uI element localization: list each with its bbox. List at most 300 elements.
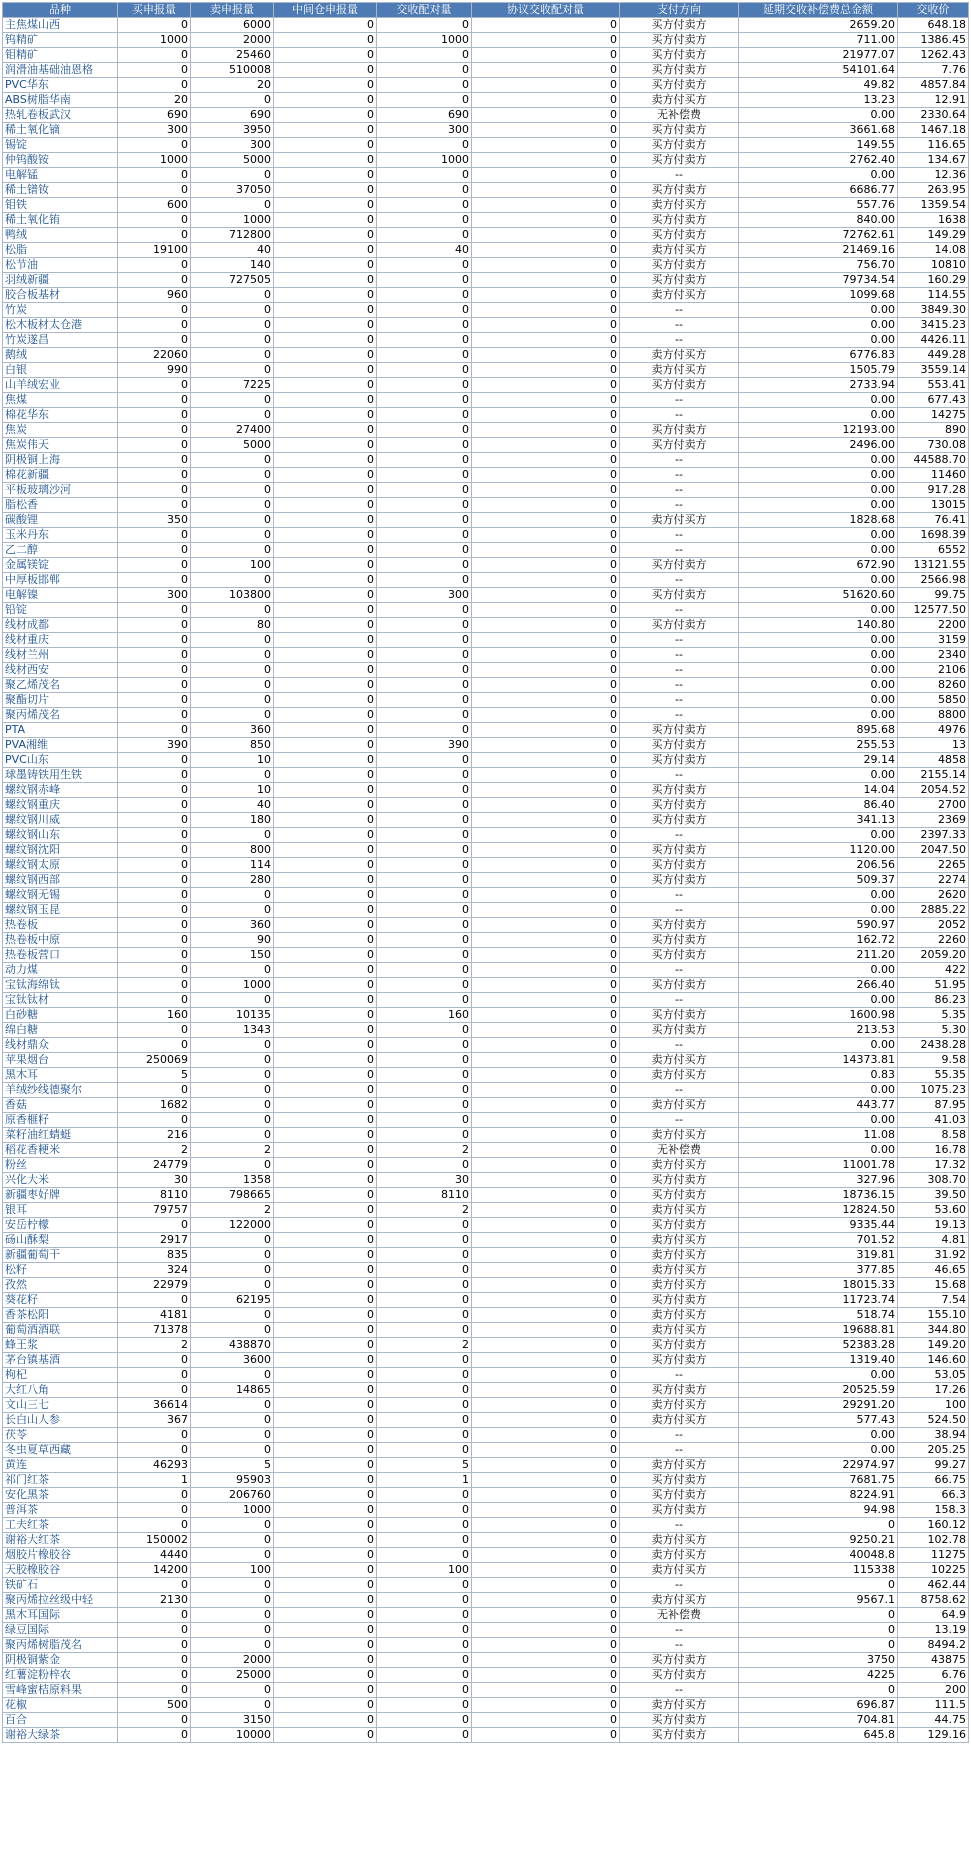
table-row — [3, 1713, 969, 1728]
product-name-cell[interactable]: 天胶橡胶谷 — [3, 1563, 118, 1578]
product-name-cell[interactable]: 螺纹钢太原 — [3, 858, 118, 873]
matched-qty-cell: 0 — [377, 1113, 472, 1128]
product-name-cell[interactable]: 脂松香 — [3, 498, 118, 513]
agreement-matched-qty-cell: 0 — [472, 993, 620, 1008]
buy-qty-cell: 0 — [118, 453, 191, 468]
sell-qty-cell: 122000 — [191, 1218, 274, 1233]
agreement-matched-qty-cell: 0 — [472, 528, 620, 543]
table-row — [3, 573, 969, 588]
settlement-price-cell: 2059.20 — [898, 948, 969, 963]
sell-qty-cell: 0 — [191, 483, 274, 498]
product-name-cell[interactable]: 玉米丹东 — [3, 528, 118, 543]
payment-direction-cell: 买方付卖方 — [620, 798, 739, 813]
product-name-cell[interactable]: 碳酸锂 — [3, 513, 118, 528]
product-name-cell[interactable]: 螺纹钢无锡 — [3, 888, 118, 903]
deferred-fee-cell: 4225 — [739, 1668, 898, 1683]
column-header[interactable]: 中间仓申报量 — [274, 3, 377, 18]
matched-qty-cell: 0 — [377, 168, 472, 183]
product-name-cell[interactable]: 线材西安 — [3, 663, 118, 678]
product-name-cell[interactable]: 蜂王浆 — [3, 1338, 118, 1353]
product-name-cell[interactable]: 润滑油基础油恩格 — [3, 63, 118, 78]
settlement-price-cell: 9.58 — [898, 1053, 969, 1068]
settlement-price-cell: 13015 — [898, 498, 969, 513]
deferred-fee-cell: 0.00 — [739, 648, 898, 663]
payment-direction-cell: 卖方付买方 — [620, 1098, 739, 1113]
sell-qty-cell: 25000 — [191, 1668, 274, 1683]
product-name-cell[interactable]: 茯苓 — [3, 1428, 118, 1443]
payment-direction-cell: 买方付卖方 — [620, 33, 739, 48]
intermediate-qty-cell: 0 — [274, 1383, 377, 1398]
product-name-cell[interactable]: 宝钛海绵钛 — [3, 978, 118, 993]
product-name-cell[interactable]: 文山三七 — [3, 1398, 118, 1413]
product-name-cell[interactable]: 螺纹钢玉昆 — [3, 903, 118, 918]
deferred-fee-cell: 377.85 — [739, 1263, 898, 1278]
product-name-cell[interactable]: 聚丙烯茂名 — [3, 708, 118, 723]
intermediate-qty-cell: 0 — [274, 1653, 377, 1668]
product-name-cell[interactable]: 新疆枣好牌 — [3, 1188, 118, 1203]
product-name-cell[interactable]: 绵白糖 — [3, 1023, 118, 1038]
product-name-cell[interactable]: 鹅绒 — [3, 348, 118, 363]
agreement-matched-qty-cell: 0 — [472, 33, 620, 48]
buy-qty-cell: 0 — [118, 138, 191, 153]
agreement-matched-qty-cell: 0 — [472, 483, 620, 498]
column-header[interactable]: 支付方向 — [620, 3, 739, 18]
deferred-fee-cell: 54101.64 — [739, 63, 898, 78]
agreement-matched-qty-cell: 0 — [472, 1443, 620, 1458]
deferred-fee-cell: 6776.83 — [739, 348, 898, 363]
product-name-cell[interactable]: 稀土氧化镝 — [3, 123, 118, 138]
product-name-cell[interactable]: 雪峰蜜桔原料果 — [3, 1683, 118, 1698]
sell-qty-cell: 0 — [191, 963, 274, 978]
table-row — [3, 153, 969, 168]
product-name-cell[interactable]: 螺纹钢赤峰 — [3, 783, 118, 798]
product-name-cell[interactable]: 热卷板 — [3, 918, 118, 933]
product-name-cell[interactable]: 阴极铜紫金 — [3, 1653, 118, 1668]
product-name-cell[interactable]: 钨精矿 — [3, 33, 118, 48]
product-name-cell[interactable]: 松籽 — [3, 1263, 118, 1278]
matched-qty-cell: 0 — [377, 1278, 472, 1293]
deferred-fee-cell: 0.00 — [739, 498, 898, 513]
settlement-price-cell: 99.75 — [898, 588, 969, 603]
intermediate-qty-cell: 0 — [274, 498, 377, 513]
payment-direction-cell: 买方付卖方 — [620, 1293, 739, 1308]
product-name-cell[interactable]: 黑木耳 — [3, 1068, 118, 1083]
payment-direction-cell: 买方付卖方 — [620, 18, 739, 33]
product-name-cell[interactable]: 铁矿石 — [3, 1578, 118, 1593]
buy-qty-cell: 0 — [118, 558, 191, 573]
payment-direction-cell: 卖方付买方 — [620, 243, 739, 258]
product-name-cell[interactable]: 仲钨酸铵 — [3, 153, 118, 168]
sell-qty-cell: 2000 — [191, 33, 274, 48]
product-name-cell[interactable]: 钼铁 — [3, 198, 118, 213]
buy-qty-cell: 0 — [118, 1218, 191, 1233]
product-name-cell[interactable]: 螺纹钢西部 — [3, 873, 118, 888]
agreement-matched-qty-cell: 0 — [472, 693, 620, 708]
column-header[interactable]: 交收价 — [898, 3, 969, 18]
table-row — [3, 1608, 969, 1623]
intermediate-qty-cell: 0 — [274, 618, 377, 633]
product-name-cell[interactable]: 祁门红茶 — [3, 1473, 118, 1488]
product-name-cell[interactable]: 山羊绒宏业 — [3, 378, 118, 393]
deferred-fee-cell: 443.77 — [739, 1098, 898, 1113]
matched-qty-cell: 0 — [377, 333, 472, 348]
product-name-cell[interactable]: 金属镁锭 — [3, 558, 118, 573]
product-name-cell[interactable]: 线材兰州 — [3, 648, 118, 663]
product-name-cell[interactable]: 粉丝 — [3, 1158, 118, 1173]
buy-qty-cell: 0 — [118, 1713, 191, 1728]
product-name-cell[interactable]: 钼精矿 — [3, 48, 118, 63]
table-row — [3, 108, 969, 123]
product-name-cell[interactable]: 长白山人参 — [3, 1413, 118, 1428]
product-name-cell[interactable]: PTA — [3, 723, 118, 738]
settlement-price-cell: 53.05 — [898, 1368, 969, 1383]
sell-qty-cell: 360 — [191, 723, 274, 738]
product-name-cell[interactable]: 平板玻璃沙河 — [3, 483, 118, 498]
product-name-cell[interactable]: 热轧卷板武汉 — [3, 108, 118, 123]
product-name-cell[interactable]: 棉花华东 — [3, 408, 118, 423]
sell-qty-cell: 25460 — [191, 48, 274, 63]
product-name-cell[interactable]: 香茶松阳 — [3, 1308, 118, 1323]
matched-qty-cell: 1000 — [377, 33, 472, 48]
product-name-cell[interactable]: PVC华东 — [3, 78, 118, 93]
sell-qty-cell: 0 — [191, 888, 274, 903]
intermediate-qty-cell: 0 — [274, 1668, 377, 1683]
matched-qty-cell: 0 — [377, 303, 472, 318]
buy-qty-cell: 0 — [118, 1638, 191, 1653]
payment-direction-cell: 买方付卖方 — [620, 948, 739, 963]
settlement-price-cell: 3559.14 — [898, 363, 969, 378]
matched-qty-cell: 0 — [377, 843, 472, 858]
product-name-cell[interactable]: 普洱茶 — [3, 1503, 118, 1518]
sell-qty-cell: 0 — [191, 1518, 274, 1533]
sell-qty-cell: 0 — [191, 1578, 274, 1593]
deferred-fee-cell: 0 — [739, 1608, 898, 1623]
product-name-cell[interactable]: 焦煤 — [3, 393, 118, 408]
table-row — [3, 963, 969, 978]
settlement-price-cell: 8260 — [898, 678, 969, 693]
product-name-cell[interactable]: PVA湘维 — [3, 738, 118, 753]
deferred-fee-cell: 711.00 — [739, 33, 898, 48]
agreement-matched-qty-cell: 0 — [472, 1698, 620, 1713]
product-name-cell[interactable]: 线材鼎众 — [3, 1038, 118, 1053]
product-name-cell[interactable]: 砀山酥梨 — [3, 1233, 118, 1248]
settlement-price-cell: 2700 — [898, 798, 969, 813]
payment-direction-cell: -- — [620, 903, 739, 918]
matched-qty-cell: 0 — [377, 423, 472, 438]
matched-qty-cell: 0 — [377, 573, 472, 588]
matched-qty-cell: 0 — [377, 1548, 472, 1563]
settlement-price-cell: 1698.39 — [898, 528, 969, 543]
deferred-fee-cell: 0.00 — [739, 1038, 898, 1053]
product-name-cell[interactable]: 聚酯切片 — [3, 693, 118, 708]
buy-qty-cell: 0 — [118, 648, 191, 663]
buy-qty-cell: 0 — [118, 18, 191, 33]
deferred-fee-cell: 0.00 — [739, 1083, 898, 1098]
column-header[interactable]: 品种 — [3, 3, 118, 18]
product-name-cell[interactable]: 茅台镇基酒 — [3, 1353, 118, 1368]
matched-qty-cell: 0 — [377, 18, 472, 33]
agreement-matched-qty-cell: 0 — [472, 138, 620, 153]
column-header[interactable]: 买申报量 — [118, 3, 191, 18]
deferred-fee-cell: 0.00 — [739, 828, 898, 843]
buy-qty-cell: 0 — [118, 1623, 191, 1638]
table-row — [3, 498, 969, 513]
product-name-cell[interactable]: 聚丙烯拉丝级中轻 — [3, 1593, 118, 1608]
sell-qty-cell: 0 — [191, 198, 274, 213]
product-name-cell[interactable]: 白砂糖 — [3, 1008, 118, 1023]
product-name-cell[interactable]: 红薯淀粉梓农 — [3, 1668, 118, 1683]
sell-qty-cell: 0 — [191, 408, 274, 423]
matched-qty-cell: 0 — [377, 1353, 472, 1368]
buy-qty-cell: 0 — [118, 1608, 191, 1623]
matched-qty-cell: 0 — [377, 48, 472, 63]
product-name-cell[interactable]: 焦炭 — [3, 423, 118, 438]
settlement-price-cell: 86.23 — [898, 993, 969, 1008]
payment-direction-cell: -- — [620, 1038, 739, 1053]
buy-qty-cell: 0 — [118, 408, 191, 423]
matched-qty-cell: 0 — [377, 768, 472, 783]
column-header[interactable]: 延期交收补偿费总金额 — [739, 3, 898, 18]
buy-qty-cell: 0 — [118, 828, 191, 843]
matched-qty-cell: 0 — [377, 1638, 472, 1653]
buy-qty-cell: 0 — [118, 873, 191, 888]
product-name-cell[interactable]: 苹果烟台 — [3, 1053, 118, 1068]
product-name-cell[interactable]: 螺纹钢川威 — [3, 813, 118, 828]
product-name-cell[interactable]: 竹炭 — [3, 303, 118, 318]
product-name-cell[interactable]: 葵花籽 — [3, 1293, 118, 1308]
product-name-cell[interactable]: 胶合板基材 — [3, 288, 118, 303]
product-name-cell[interactable]: 羽绒新疆 — [3, 273, 118, 288]
buy-qty-cell: 0 — [118, 483, 191, 498]
product-name-cell[interactable]: 孜然 — [3, 1278, 118, 1293]
product-name-cell[interactable]: 锡锭 — [3, 138, 118, 153]
product-name-cell[interactable]: 热卷板营口 — [3, 948, 118, 963]
sell-qty-cell: 3150 — [191, 1713, 274, 1728]
product-name-cell[interactable]: 黄连 — [3, 1458, 118, 1473]
product-name-cell[interactable]: 铅锭 — [3, 603, 118, 618]
product-name-cell[interactable]: 兴化大米 — [3, 1173, 118, 1188]
matched-qty-cell: 0 — [377, 693, 472, 708]
payment-direction-cell: 卖方付买方 — [620, 1278, 739, 1293]
deferred-fee-cell: 3661.68 — [739, 123, 898, 138]
product-name-cell[interactable]: 松节油 — [3, 258, 118, 273]
settlement-price-cell: 99.27 — [898, 1458, 969, 1473]
product-name-cell[interactable]: 原香榧籽 — [3, 1113, 118, 1128]
sell-qty-cell: 0 — [191, 903, 274, 918]
intermediate-qty-cell: 0 — [274, 198, 377, 213]
product-name-cell[interactable]: 菜籽油红蜻蜓 — [3, 1128, 118, 1143]
product-name-cell[interactable]: 聚乙烯茂名 — [3, 678, 118, 693]
payment-direction-cell: 买方付卖方 — [620, 378, 739, 393]
matched-qty-cell: 0 — [377, 498, 472, 513]
settlement-price-cell: 38.94 — [898, 1428, 969, 1443]
product-name-cell[interactable]: 花椒 — [3, 1698, 118, 1713]
settlement-price-cell: 2340 — [898, 648, 969, 663]
payment-direction-cell: 买方付卖方 — [620, 228, 739, 243]
matched-qty-cell: 0 — [377, 1683, 472, 1698]
deferred-fee-cell: 12193.00 — [739, 423, 898, 438]
product-name-cell[interactable]: 香菇 — [3, 1098, 118, 1113]
matched-qty-cell: 0 — [377, 1443, 472, 1458]
product-name-cell[interactable]: 松木板材太仓港 — [3, 318, 118, 333]
product-name-cell[interactable]: 电解镍 — [3, 588, 118, 603]
deferred-fee-cell: 18736.15 — [739, 1188, 898, 1203]
product-name-cell[interactable]: 新疆葡萄干 — [3, 1248, 118, 1263]
sell-qty-cell: 0 — [191, 1128, 274, 1143]
settlement-price-cell: 422 — [898, 963, 969, 978]
sell-qty-cell: 510008 — [191, 63, 274, 78]
product-name-cell[interactable]: 焦炭伟天 — [3, 438, 118, 453]
payment-direction-cell: -- — [620, 1443, 739, 1458]
product-name-cell[interactable]: 棉花新疆 — [3, 468, 118, 483]
matched-qty-cell: 0 — [377, 1308, 472, 1323]
product-name-cell[interactable]: 松脂 — [3, 243, 118, 258]
intermediate-qty-cell: 0 — [274, 603, 377, 618]
sell-qty-cell: 80 — [191, 618, 274, 633]
agreement-matched-qty-cell: 0 — [472, 168, 620, 183]
product-name-cell[interactable]: 螺纹钢重庆 — [3, 798, 118, 813]
sell-qty-cell: 0 — [191, 993, 274, 1008]
product-name-cell[interactable]: 稀土氧化铕 — [3, 213, 118, 228]
product-name-cell[interactable]: 中厚板邯郸 — [3, 573, 118, 588]
product-name-cell[interactable]: 球墨铸铁用生铁 — [3, 768, 118, 783]
matched-qty-cell: 0 — [377, 1413, 472, 1428]
product-name-cell[interactable]: 安化黑茶 — [3, 1488, 118, 1503]
product-name-cell[interactable]: 竹炭遂昌 — [3, 333, 118, 348]
buy-qty-cell: 0 — [118, 1443, 191, 1458]
intermediate-qty-cell: 0 — [274, 723, 377, 738]
sell-qty-cell: 0 — [191, 1308, 274, 1323]
settlement-price-cell: 114.55 — [898, 288, 969, 303]
product-name-cell[interactable]: 烟胶片橡胶谷 — [3, 1548, 118, 1563]
column-header[interactable]: 交收配对量 — [377, 3, 472, 18]
product-name-cell[interactable]: PVC山东 — [3, 753, 118, 768]
table-row — [3, 1023, 969, 1038]
intermediate-qty-cell: 0 — [274, 483, 377, 498]
product-name-cell[interactable]: 鸭绒 — [3, 228, 118, 243]
product-name-cell[interactable]: 枸杞 — [3, 1368, 118, 1383]
intermediate-qty-cell: 0 — [274, 363, 377, 378]
settlement-price-cell: 2566.98 — [898, 573, 969, 588]
buy-qty-cell: 5 — [118, 1068, 191, 1083]
payment-direction-cell: 卖方付买方 — [620, 1323, 739, 1338]
table-row — [3, 78, 969, 93]
settlement-price-cell: 1638 — [898, 213, 969, 228]
column-header[interactable]: 协议交收配对量 — [472, 3, 620, 18]
product-name-cell[interactable]: 主焦煤山西 — [3, 18, 118, 33]
buy-qty-cell: 4181 — [118, 1308, 191, 1323]
product-name-cell[interactable]: 谢裕大红茶 — [3, 1533, 118, 1548]
deferred-fee-cell: 9250.21 — [739, 1533, 898, 1548]
table-row — [3, 1173, 969, 1188]
payment-direction-cell: 买方付卖方 — [620, 813, 739, 828]
table-row — [3, 1443, 969, 1458]
product-name-cell[interactable]: 羊绒纱线德聚尔 — [3, 1083, 118, 1098]
deferred-fee-cell: 0 — [739, 1518, 898, 1533]
settlement-price-cell: 344.80 — [898, 1323, 969, 1338]
table-row — [3, 1098, 969, 1113]
intermediate-qty-cell: 0 — [274, 828, 377, 843]
product-name-cell[interactable]: 聚丙烯树脂茂名 — [3, 1638, 118, 1653]
payment-direction-cell: 买方付卖方 — [620, 273, 739, 288]
product-name-cell[interactable]: 乙二醇 — [3, 543, 118, 558]
product-name-cell[interactable]: 白银 — [3, 363, 118, 378]
sell-qty-cell: 20 — [191, 78, 274, 93]
matched-qty-cell: 0 — [377, 93, 472, 108]
product-name-cell[interactable]: 螺纹钢沈阳 — [3, 843, 118, 858]
agreement-matched-qty-cell: 0 — [472, 468, 620, 483]
settlement-price-cell: 87.95 — [898, 1098, 969, 1113]
agreement-matched-qty-cell: 0 — [472, 1098, 620, 1113]
sell-qty-cell: 14865 — [191, 1383, 274, 1398]
buy-qty-cell: 0 — [118, 1668, 191, 1683]
deferred-fee-cell: 1600.98 — [739, 1008, 898, 1023]
payment-direction-cell: -- — [620, 333, 739, 348]
product-name-cell[interactable]: 动力煤 — [3, 963, 118, 978]
buy-qty-cell: 500 — [118, 1698, 191, 1713]
product-name-cell[interactable]: 银耳 — [3, 1203, 118, 1218]
product-name-cell[interactable]: 热卷板中原 — [3, 933, 118, 948]
product-name-cell[interactable]: 大红八角 — [3, 1383, 118, 1398]
matched-qty-cell: 0 — [377, 618, 472, 633]
product-name-cell[interactable]: 百合 — [3, 1713, 118, 1728]
product-name-cell[interactable]: 线材成都 — [3, 618, 118, 633]
payment-direction-cell: 无补偿费 — [620, 1143, 739, 1158]
buy-qty-cell: 0 — [118, 78, 191, 93]
product-name-cell[interactable]: 线材重庆 — [3, 633, 118, 648]
product-name-cell[interactable]: 稻花香粳米 — [3, 1143, 118, 1158]
product-name-cell[interactable]: 黑木耳国际 — [3, 1608, 118, 1623]
product-name-cell[interactable]: 谢裕大绿茶 — [3, 1728, 118, 1743]
product-name-cell[interactable]: 安岳柠檬 — [3, 1218, 118, 1233]
product-name-cell[interactable]: 宝钛钛材 — [3, 993, 118, 1008]
payment-direction-cell: 卖方付买方 — [620, 1593, 739, 1608]
product-name-cell[interactable]: 绿豆国际 — [3, 1623, 118, 1638]
table-row — [3, 1038, 969, 1053]
product-name-cell[interactable]: 冬虫夏草西藏 — [3, 1443, 118, 1458]
buy-qty-cell: 0 — [118, 543, 191, 558]
sell-qty-cell: 0 — [191, 1548, 274, 1563]
deferred-fee-cell: 645.8 — [739, 1728, 898, 1743]
intermediate-qty-cell: 0 — [274, 1308, 377, 1323]
payment-direction-cell: 买方付卖方 — [620, 1713, 739, 1728]
settlement-price-cell: 13.19 — [898, 1623, 969, 1638]
matched-qty-cell: 5 — [377, 1458, 472, 1473]
product-name-cell[interactable]: 螺纹钢山东 — [3, 828, 118, 843]
column-header[interactable]: 卖申报量 — [191, 3, 274, 18]
payment-direction-cell: 卖方付买方 — [620, 1128, 739, 1143]
intermediate-qty-cell: 0 — [274, 933, 377, 948]
settlement-price-cell: 111.5 — [898, 1698, 969, 1713]
product-name-cell[interactable]: 阴极铜上海 — [3, 453, 118, 468]
deferred-fee-cell: 49.82 — [739, 78, 898, 93]
deferred-fee-cell: 0.00 — [739, 168, 898, 183]
product-name-cell[interactable]: 稀土镨钕 — [3, 183, 118, 198]
intermediate-qty-cell: 0 — [274, 1218, 377, 1233]
deferred-fee-cell: 115338 — [739, 1563, 898, 1578]
payment-direction-cell: 卖方付买方 — [620, 1158, 739, 1173]
product-name-cell[interactable]: 葡萄酒酒联 — [3, 1323, 118, 1338]
payment-direction-cell: -- — [620, 828, 739, 843]
settlement-price-cell: 8.58 — [898, 1128, 969, 1143]
settlement-price-cell: 8800 — [898, 708, 969, 723]
product-name-cell[interactable]: 电解锰 — [3, 168, 118, 183]
product-name-cell[interactable]: 工夫红茶 — [3, 1518, 118, 1533]
intermediate-qty-cell: 0 — [274, 1578, 377, 1593]
table-row — [3, 948, 969, 963]
product-name-cell[interactable]: ABS树脂华南 — [3, 93, 118, 108]
table-row — [3, 528, 969, 543]
